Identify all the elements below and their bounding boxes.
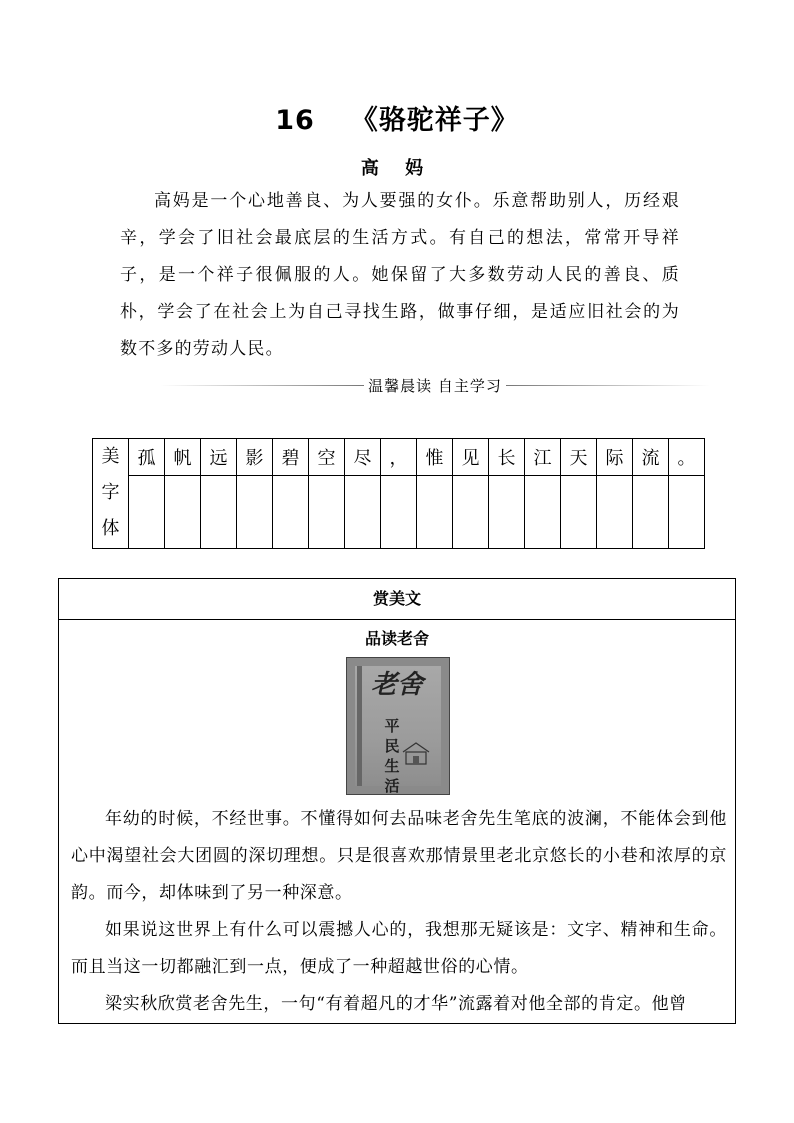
cover-title-char: 生 xyxy=(384,757,400,775)
practice-cell[interactable] xyxy=(201,476,237,549)
label-char: 字 xyxy=(101,482,120,503)
model-char-cell: ， xyxy=(381,439,417,476)
model-char-cell: 长 xyxy=(489,439,525,476)
table-row xyxy=(93,439,705,476)
model-char-cell: 。 xyxy=(669,439,705,476)
practice-cell[interactable] xyxy=(561,476,597,549)
practice-cell[interactable] xyxy=(633,476,669,549)
practice-cell[interactable] xyxy=(237,476,273,549)
essay-body xyxy=(71,801,727,1023)
reading-section-box xyxy=(58,578,736,1024)
section-divider xyxy=(160,373,710,397)
practice-cell[interactable] xyxy=(597,476,633,549)
essay-paragraph: 如果说这世界上有什么可以震撼人心的，我想那无疑该是：文字、精神和生命。而且当这一切都融汇到一点，便成了一种超越世俗的心情。 xyxy=(71,920,727,977)
model-char-cell: 惟 xyxy=(417,439,453,476)
character-intro: 高妈是一个心地善良、为人要强的女仆。乐意帮助别人，历经艰辛，学会了旧社会最底层的生活方式。有自己的想法，常常开导祥子，是一个祥子很佩服的人。她保留了大多数劳动人民的善良、质朴，学会了在社会上为自己寻找生路，做事仔细，是适应旧社会的为数不多的劳动人民。 xyxy=(120,191,680,359)
calligraphy-label-cell xyxy=(93,439,129,549)
character-name: 高 妈 xyxy=(360,158,434,179)
chapter-title: 《骆驼祥子》 xyxy=(350,105,519,136)
practice-cell[interactable] xyxy=(129,476,165,549)
practice-cell[interactable] xyxy=(381,476,417,549)
practice-cell[interactable] xyxy=(453,476,489,549)
model-char-cell: 帆 xyxy=(165,439,201,476)
divider-line-right xyxy=(506,385,710,386)
practice-cell[interactable] xyxy=(165,476,201,549)
divider-label: 温馨晨读 自主学习 xyxy=(368,376,502,395)
practice-cell[interactable] xyxy=(525,476,561,549)
cover-author: 老舍 xyxy=(371,670,424,700)
cover-title-char: 平 xyxy=(384,717,400,735)
model-char-cell: 孤 xyxy=(129,439,165,476)
model-char-cell: 江 xyxy=(525,439,561,476)
cover-title-char: 活 xyxy=(384,777,400,795)
practice-cell[interactable] xyxy=(669,476,705,549)
house-sketch-icon xyxy=(401,740,431,766)
essay-paragraph: 梁实秋欣赏老舍先生，一句“有着超凡的才华”流露着对他全部的肯定。他曾 xyxy=(105,994,687,1014)
book-cover-image xyxy=(346,657,450,795)
section-subheading: 品读老舍 xyxy=(364,629,429,648)
model-char-cell: 流 xyxy=(633,439,669,476)
model-char-cell: 见 xyxy=(453,439,489,476)
cover-spine xyxy=(357,666,362,786)
label-char: 美 xyxy=(101,446,120,467)
practice-cell[interactable] xyxy=(489,476,525,549)
section-heading: 赏美文 xyxy=(59,579,735,620)
model-char-cell: 尽 xyxy=(345,439,381,476)
essay-paragraph: 年幼的时候，不经世事。不懂得如何去品味老舍先生笔底的波澜，不能体会到他心中渴望社会大团圆的深切理想。只是很喜欢那情景里老北京悠长的小巷和浓厚的京韵。而今，却体味到了另一种深意。 xyxy=(71,809,727,903)
divider-line-left xyxy=(160,385,364,386)
chapter-number: 16 xyxy=(275,105,315,136)
cover-title xyxy=(381,716,403,796)
table-row xyxy=(93,476,705,549)
model-char-cell: 碧 xyxy=(273,439,309,476)
page-title xyxy=(0,98,794,137)
model-char-cell: 际 xyxy=(597,439,633,476)
practice-cell[interactable] xyxy=(273,476,309,549)
practice-cell[interactable] xyxy=(417,476,453,549)
practice-cell[interactable] xyxy=(345,476,381,549)
calligraphy-practice-table xyxy=(92,438,705,549)
model-char-cell: 天 xyxy=(561,439,597,476)
model-char-cell: 远 xyxy=(201,439,237,476)
cover-background xyxy=(355,666,441,795)
model-char-cell: 影 xyxy=(237,439,273,476)
model-char-cell: 空 xyxy=(309,439,345,476)
cover-title-char: 民 xyxy=(384,737,400,755)
practice-cell[interactable] xyxy=(309,476,345,549)
label-char: 体 xyxy=(101,518,120,539)
